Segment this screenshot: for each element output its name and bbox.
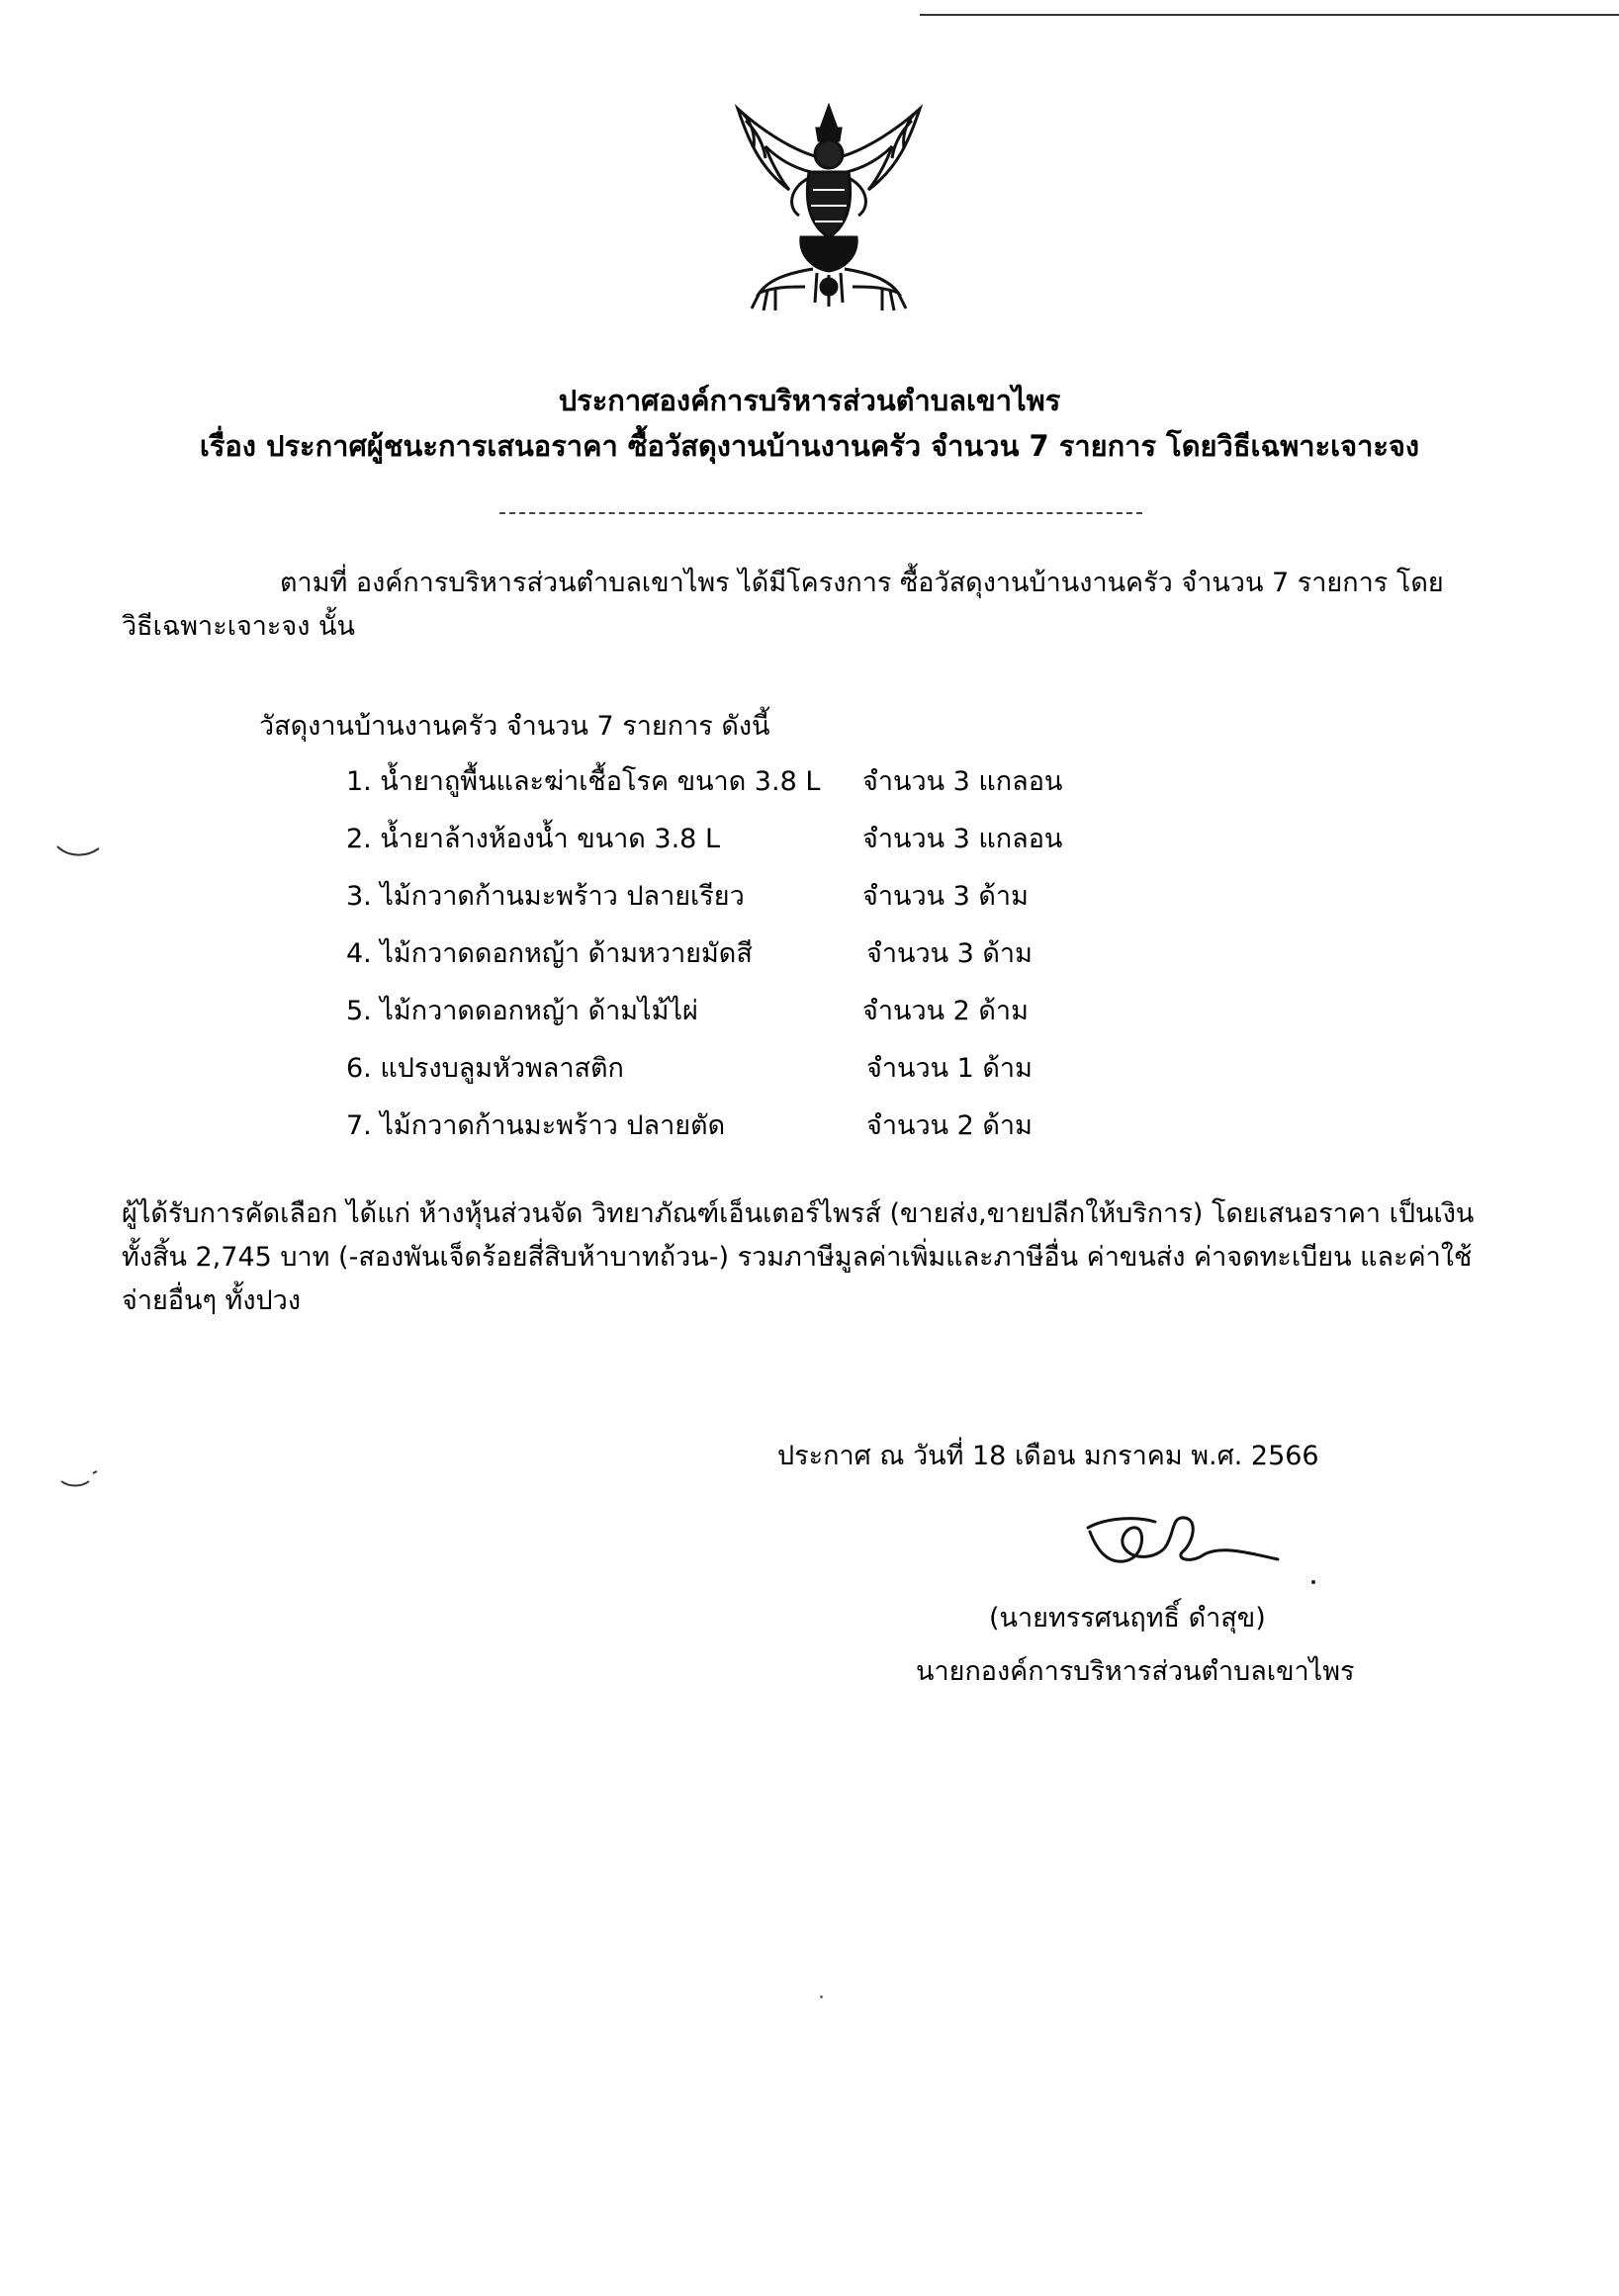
document-subject: เรื่อง ประกาศผู้ชนะการเสนอราคา ซื้อวัสดุงานบ้านงานครัว จำนวน 7 รายการ โดยวิธีเฉพาะเจาะจง — [199, 429, 1420, 463]
item-name: 5. ไม้กวาดดอกหญ้า ด้ามไม้ไผ่ — [346, 996, 698, 1026]
scan-mark — [55, 842, 101, 862]
handwritten-signature — [1076, 1508, 1284, 1587]
item-name: 3. ไม้กวาดก้านมะพร้าว ปลายเรียว — [346, 881, 745, 912]
scan-edge-line — [920, 14, 1619, 16]
item-quantity: จำนวน 2 ด้าม — [862, 996, 1029, 1026]
item-name: 7. ไม้กวาดก้านมะพร้าว ปลายตัด — [346, 1110, 726, 1141]
scan-speck — [820, 1995, 823, 1998]
item-quantity: จำนวน 2 ด้าม — [866, 1110, 1033, 1141]
document-title: ประกาศองค์การบริหารส่วนตำบลเขาไพร — [558, 384, 1061, 417]
award-paragraph: ผู้ได้รับการคัดเลือก ได้แก่ ห้างหุ้นส่วนจัด วิทยาภัณฑ์เอ็นเตอร์ไพรส์ (ขายส่ง,ขายปลีกให้บริการ) โดยเสนอราคา เป็นเงินทั้งสิ้น 2,745 บาท (-สองพันเจ็ดร้อยสี่สิบห้าบาทถ้วน-) รวมภาษีมูลค่าเพิ่มและภาษีอื่น ค่าขนส่ง ค่าจดทะเบียน และค่าใช้จ่ายอื่นๆ ทั้งปวง — [122, 1198, 1475, 1316]
items-heading: วัสดุงานบ้านงานครัว จำนวน 7 รายการ ดังนี้ — [259, 711, 770, 742]
item-quantity: จำนวน 3 แกลอน — [862, 824, 1063, 854]
item-quantity: จำนวน 3 ด้าม — [862, 881, 1029, 912]
intro-text: ตามที่ องค์การบริหารส่วนตำบลเขาไพร ได้มีโครงการ ซื้อวัสดุงานบ้านงานครัว จำนวน 7 รายการ โดยวิธีเฉพาะเจาะจง นั้น — [122, 568, 1444, 642]
scan-mark — [59, 1467, 99, 1489]
item-name: 2. น้ำยาล้างห้องน้ำ ขนาด 3.8 L — [346, 824, 720, 854]
item-quantity: จำนวน 1 ด้าม — [866, 1053, 1033, 1084]
item-quantity: จำนวน 3 แกลอน — [862, 766, 1063, 797]
signer-name: (นายทรรศนฤทธิ์ ดำสุข) — [989, 1603, 1266, 1634]
item-name: 1. น้ำยาถูพื้นและฆ่าเชื้อโรค ขนาด 3.8 L — [346, 766, 821, 797]
announcement-date: ประกาศ ณ วันที่ 18 เดือน มกราคม พ.ศ. 2566 — [777, 1441, 1319, 1471]
intro-paragraph — [122, 562, 1467, 649]
garuda-emblem-icon — [730, 99, 928, 318]
signature-dot — [1311, 1580, 1315, 1584]
signer-position: นายกองค์การบริหารส่วนตำบลเขาไพร — [916, 1656, 1355, 1687]
item-quantity: จำนวน 3 ด้าม — [866, 938, 1033, 969]
item-name: 4. ไม้กวาดดอกหญ้า ด้ามหวายมัดสี — [346, 938, 753, 969]
title-divider — [499, 512, 1142, 514]
item-name: 6. แปรงบลูมหัวพลาสติก — [346, 1053, 624, 1084]
